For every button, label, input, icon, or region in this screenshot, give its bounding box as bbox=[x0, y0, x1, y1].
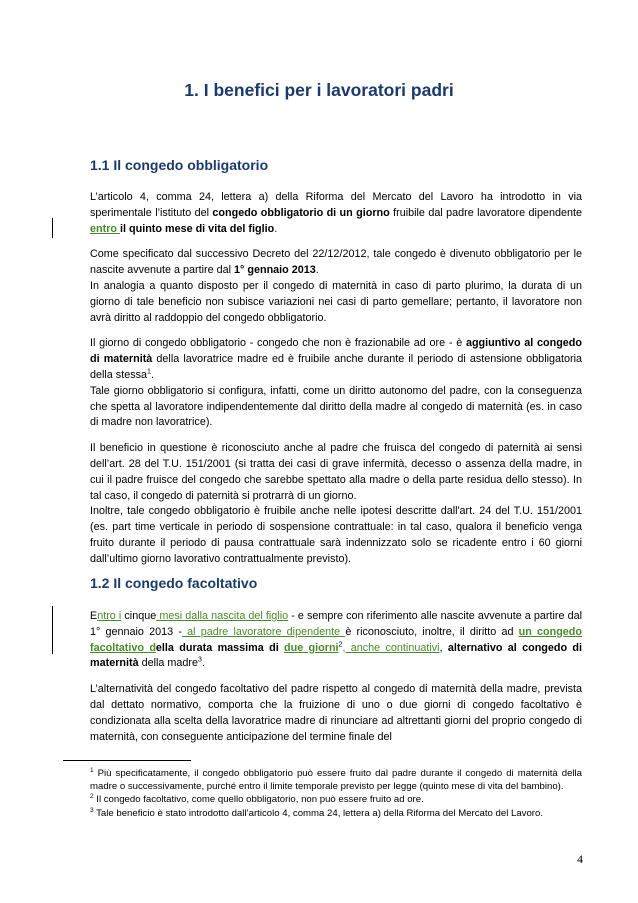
paragraph: Inoltre, tale congedo obbligatorio è fruibile anche nelle ipotesi descritte dall'art. 24 del T.U. 151/2001 (es. part time verticale in periodo di sospensione contrattuale: in tal caso, qualora il beneficio venga fruito durante il periodo di pausa contrattuale sarà indennizzato solo se ricadente entro i 60 giorni dall’ultimo giorno lavorativo contrattualmente previsto). bbox=[90, 505, 582, 565]
footnote-separator bbox=[63, 760, 191, 761]
footnote-ref-3[interactable]: 3 bbox=[198, 656, 202, 664]
paragraph: Come specificato dal successivo Decreto del 22/12/2012, tale congedo è divenuto obbligatorio per le nascite avvenute a partire dal 1° gennaio 2013. bbox=[90, 248, 582, 277]
paragraph: L’articolo 4, comma 24, lettera a) della Riforma del Mercato del Lavoro ha introdotto in via sperimentale l’istituto del congedo obbligatorio di un giorno fruibile dal padre lavoratore dipendente entro il quinto mese di vita del figlio. bbox=[90, 191, 582, 235]
paragraph: Entro i cinque mesi dalla nascita del figlio - e sempre con riferimento alle nascite avvenute a partire dal 1° gennaio 2013 - al padre lavoratore dipendente è riconosciuto, inoltre, il diritto ad un congedo facoltativo della durata massima di due giorni$^2$, anche continuativi, alternativo al congedo di maternità della madre$^3$. bbox=[90, 610, 583, 670]
footnotes bbox=[90, 767, 582, 820]
footnote-3: $^3$ Tale beneficio è stato introdotto dall’articolo 4, comma 24, lettera a) della Riforma del Mercato del Lavoro. bbox=[90, 806, 543, 819]
paragraph: Il giorno di congedo obbligatorio - congedo che non è frazionabile ad ore - è aggiuntivo al congedo di maternità della lavoratrice madre ed è fruibile anche durante il periodo di astensione obbligatoria della stessa$^1$. bbox=[90, 337, 582, 381]
footnote-2: $^2$ Il congedo facoltativo, come quello obbligatorio, non può essere fruito ad ore. bbox=[90, 793, 424, 806]
section-body-congedo-obbligatorio bbox=[90, 190, 582, 568]
paragraph: Il beneficio in questione è riconosciuto anche al padre che fruisca del congedo di paternità ai sensi dell’art. 28 del T.U. 151/2001 (si tratta dei casi di grave infermità, decesso o assenza della madre, in cui il padre fruisce del congedo che sarebbe spettato alla madre o della parte residua dello stesso). In tal caso, il congedo di paternità si protrarrà di un giorno. bbox=[90, 442, 582, 502]
paragraph: L’alternatività del congedo facoltativo del padre rispetto al congedo di maternità della madre, prevista dal dettato normativo, comporta che la fruizione di uno o due giorni di congedo facoltativo è condizionata alla scelta della lavoratrice madre di rinunciare ad altrettanti giorni del proprio congedo di maternità, con conseguente anticipazione del termine finale del bbox=[90, 683, 582, 743]
page-number: 4 bbox=[577, 852, 583, 866]
paragraph: Tale giorno obbligatorio si configura, infatti, come un diritto autonomo del padre, con la conseguenza che spetta al lavoratore indipendentemente dal diritto della madre al congedo di maternità (es. in caso di madre non lavoratrice). bbox=[90, 384, 582, 429]
section-heading-congedo-facoltativo: 1.2 Il congedo facoltativo bbox=[90, 575, 258, 591]
change-bar bbox=[52, 218, 53, 238]
paragraph: In analogia a quanto disposto per il congedo di maternità in caso di parto plurimo, la durata di un giorno di tale beneficio non subisce variazioni nei casi di parto gemellare; pertanto, il lavoratore non avrà diritto al raddoppio del congedo obbligatorio. bbox=[90, 279, 582, 324]
footnote-ref-2[interactable]: 2 bbox=[338, 641, 343, 648]
section-body-congedo-facoltativo bbox=[90, 609, 582, 745]
section-heading-congedo-obbligatorio: 1.1 Il congedo obbligatorio bbox=[90, 157, 269, 173]
tracked-change-entro: entro bbox=[90, 222, 120, 235]
footnote-1: $^1$ Più specificatamente, il congedo obbligatorio può essere fruito dal padre durante il congedo di maternità della madre o successivamente, purché entro il limite temporale previsto per legge (quinto mese di vita del bambino). bbox=[90, 766, 582, 793]
page-title: 1. I benefici per i lavoratori padri bbox=[184, 80, 454, 100]
change-bar bbox=[52, 606, 53, 654]
footnote-ref-1[interactable]: 1 bbox=[147, 368, 151, 376]
